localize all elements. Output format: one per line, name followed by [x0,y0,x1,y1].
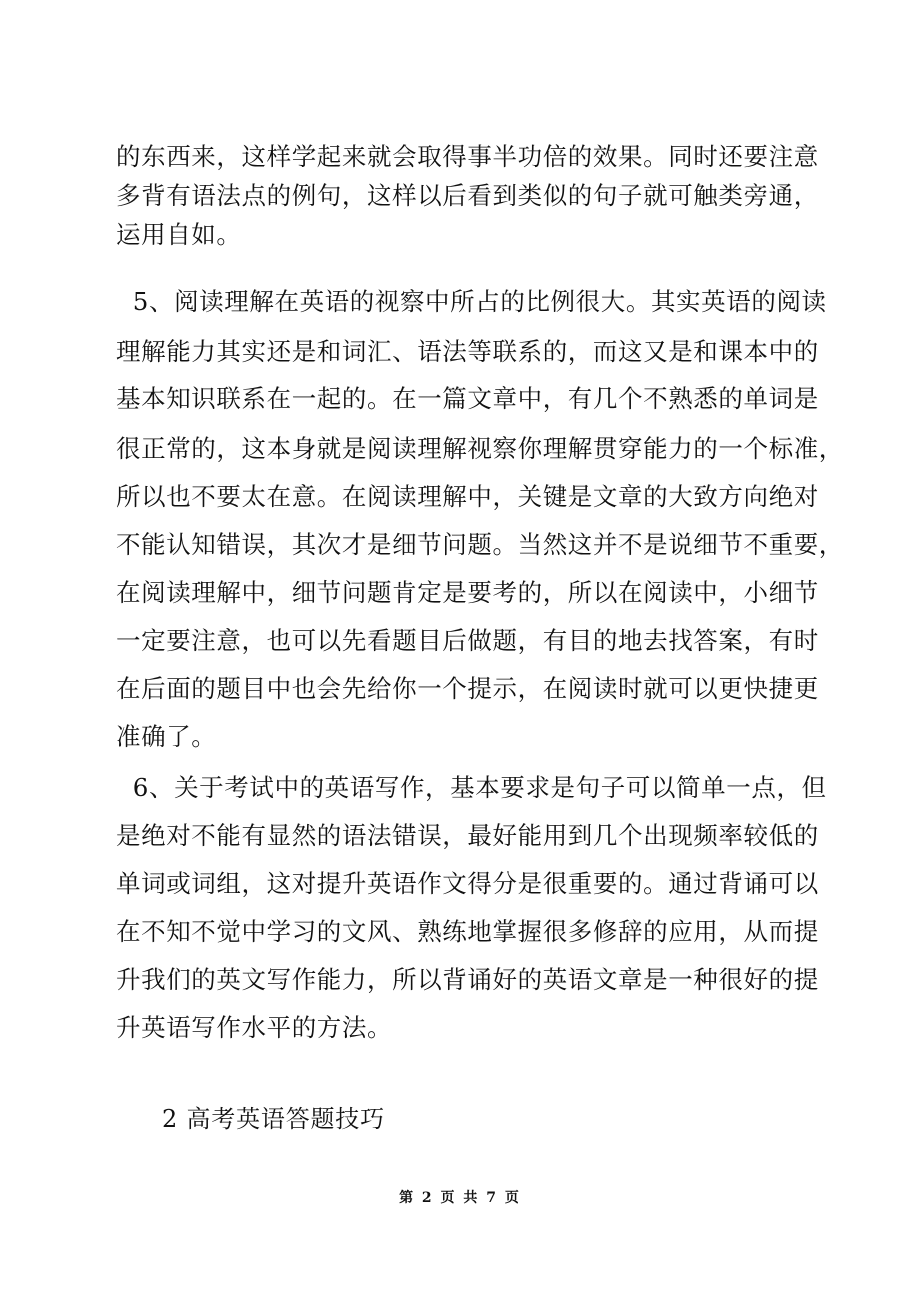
body-line: 准确了。 [116,722,217,751]
body-line: 基本知识联系在一起的。在一篇文章中，有几个不熟悉的单词是 [116,384,819,413]
body-line: 5、阅读理解在英语的视察中所占的比例很大。其实英语的阅读 [116,287,827,316]
body-line: 升英语写作水平的方法。 [116,1013,393,1042]
body-line: 理解能力其实还是和词汇、语法等联系的，而这又是和课本中的 [116,337,819,366]
body-line: 多背有语法点的例句，这样以后看到类似的句子就可触类旁通， [116,181,819,210]
body-line: 运用自如。 [116,220,242,249]
body-line: 一定要注意，也可以先看题目后做题，有目的地去找答案，有时 [116,626,819,655]
body-line: 是绝对不能有显然的语法错误，最好能用到几个出现频率较低的 [116,821,819,850]
body-line: 的东西来，这样学起来就会取得事半功倍的效果。同时还要注意 [116,142,819,171]
body-line: 很正常的，这本身就是阅读理解视察你理解贯穿能力的一个标准， [116,434,844,463]
page-footer: 第 2 页 共 7 页 [399,1190,521,1206]
body-line: 所以也不要太在意。在阅读理解中，关键是文章的大致方向绝对 [116,482,819,511]
body-line: 在后面的题目中也会先给你一个提示，在阅读时就可以更快捷更 [116,674,819,703]
body-line: 在阅读理解中，细节问题肯定是要考的，所以在阅读中，小细节 [116,578,819,607]
body-line: 6、关于考试中的英语写作，基本要求是句子可以简单一点，但 [116,773,827,802]
body-line: 不能认知错误，其次才是细节问题。当然这并不是说细节不重要， [116,530,844,559]
section-heading: 2 高考英语答题技巧 [162,1105,385,1133]
body-line: 在不知不觉中学习的文风、熟练地掌握很多修辞的应用，从而提 [116,917,819,946]
body-line: 单词或词组，这对提升英语作文得分是很重要的。通过背诵可以 [116,869,819,898]
body-line: 升我们的英文写作能力，所以背诵好的英语文章是一种很好的提 [116,965,819,994]
